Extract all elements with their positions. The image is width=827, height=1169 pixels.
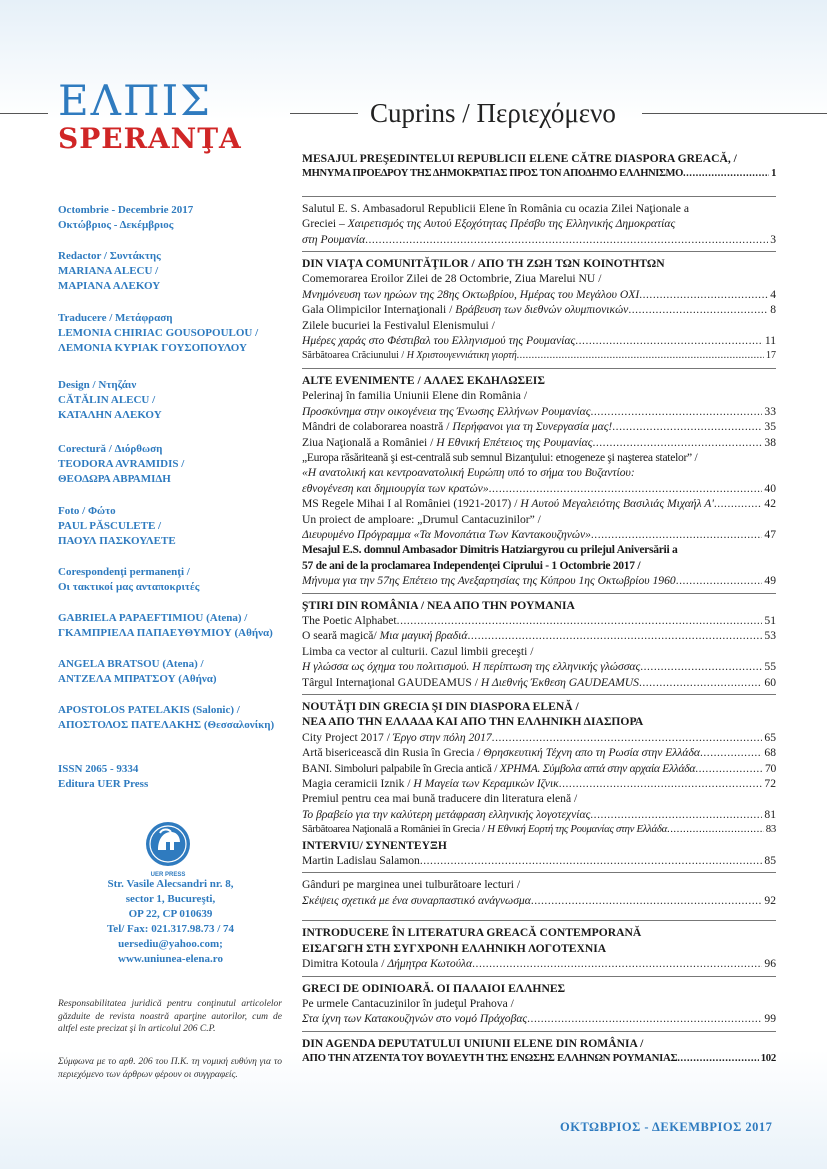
email-link[interactable]: uersediu@yahoo.com;	[118, 938, 223, 950]
website-link[interactable]: www.uniunea-elena.ro	[118, 953, 223, 965]
correspondent-2: ANGELA BRATSOU (Atena) / ΑΝΤΖΕΛΑ ΜΠΡΑΤΣΟΥ (Αθήνα)	[58, 658, 217, 685]
divider	[302, 196, 776, 197]
design-credit: Design / Ντηζάιν CĂTĂLIN ALECU / ΚΑΤΑΛΗΝ ΑΛΕΚΟΥ	[58, 379, 162, 421]
toc-section-heading: MESAJUL PREŞEDINTELUI REPUBLICII ELENE CĂTRE DIASPORA GREACĂ, /	[302, 152, 737, 165]
toc-entry[interactable]: City Project 2017 / Έργο στην πόλη 2017 ..... 65	[302, 730, 776, 745]
proofreading-credit: Corectură / Διόρθωση TEODORA AVRAMIDIS / ΘΕΟΔΩΡΑ ΑΒΡΑΜΙΔΗ	[58, 443, 185, 485]
footer-date: ΟΚΤΩΒΡΙΟΣ - ΔΕΚΕΜΒΡΙΟΣ 2017	[560, 1120, 773, 1134]
toc-entry[interactable]: στη Ρουμανία ..... 3	[302, 232, 776, 247]
helmet-emblem-icon	[144, 820, 192, 868]
divider	[302, 368, 776, 369]
toc-section-heading: ΕΙΣΑΓΩΓΗ ΣΤΗ ΣΥΓΧΡΟΝΗ ΕΛΛΗΝΙΚΗ ΛΟΓΟΤΕΧΝΙΑ	[302, 941, 607, 955]
divider	[302, 593, 776, 594]
toc-section-heading: INTERVIU/ ΣΥΝΕΝΤΕΥΞΗ	[302, 838, 447, 852]
correspondent-3: APOSTOLOS PATELAKIS (Salonic) / ΑΠΟΣΤΟΛΟΣ ΠΑΤΕΛΑΚΗΣ (Θεσσαλονίκη)	[58, 704, 275, 731]
toc-entry[interactable]: Η γλώσσα ως όχημα του πολιτισμού. Η περίπτωση της ελληνικής γλώσσας ..... 55	[302, 659, 776, 674]
toc-entry[interactable]: ΑΠΟ ΤΗΝ ΑΤΖΕΝΤΑ ΤΟΥ ΒΟΥΛΕΥΤΗ ΤΗΣ ΕΝΩΣΗΣ ΕΛΛΗΝΩΝ ΡΟΥΜΑΝΙΑΣ ..... 102	[302, 1051, 776, 1066]
address-block: Str. Vasile Alecsandri nr. 8, sector 1, Bucureşti, OP 22, CP 010639 Tel/ Fax: 021.317.98.73 / 74 uersediu@yahoo.com; www.uniunea-elena.ro	[58, 877, 283, 967]
editor-credit: Redactor / Συντάκτης MARIANA ALECU / ΜΑΡΙΑΝΑ ΑΛΕΚΟΥ	[58, 250, 161, 292]
table-of-contents: MESAJUL PREŞEDINTELUI REPUBLICII ELENE CĂTRE DIASPORA GREACĂ, / ΜΗΝΥΜΑ ΠΡΟΕΔΡΟΥ ΤΗΣ ΔΗΜΟΚΡΑΤΙΑΣ ΠΡΟΣ ΤΟΝ ΑΠΟΔΗΜΟ ΕΛΛΗΝΙΣΜΟ ..... 1 Salutul E. S. Ambasadorul Republicii Elene în România cu ocazia Zilei Naţionale a Greciei – Χαιρετισμός της Αυτού Εξοχότητας Πρέσβυ της Ελληνικής Δημοκρατίας στη Ρουμανία ..... 3 DIN VIAŢA COMUNITĂŢILOR / ΑΠΟ ΤΗ ΖΩΗ ΤΩΝ ΚΟΙΝΟΤΗΤΩΝ Comemorarea Eroilor Zilei de 28 Octombrie, Ziua Marelui NU / Μνημόνευση των ηρώων της 28ης Οκτωβρίου, Ημέρας του Μεγάλου ΟΧΙ ..... 4 Gala Olimpicilor Internaţionali / Βράβευση των διεθνών ολυμπιονικών ..... 8 Zilele bucuriei la Festivalul Elenismului / Ημέρες χαράς στο Φέστιβαλ του Ελληνισμού της Ρουμανίας ..... 11 Sărbătoarea Crăciunului / Η Χριστουγεννιάτικη γιορτή ..... 17 ALTE EVENIMENTE / ΑΛΛΕΣ ΕΚΔΗΛΩΣΕΙΣ Pelerinaj în familia Uniunii Elene din România / Προσκύνημα στην οικογένεια της Ένωσης Ελλήνων Ρουμανίας ..... 33 Mândri de colaborarea noastră / Περήφανοι για τη Συνεργασία μας! ..... 35 Ziua Naţională a României / Η Εθνική Επέτειος της Ρουμανίας ..... 38 „Europa răsăriteană şi est-centrală sub semnul Bizanţului: etnogeneze şi naşterea statelor” / «Η ανατολική και κεντροανατολική Ευρώπη υπό το σήμα του Βυζαντίου: εθνογένεση και δημιουργία των κρατών» ..... 40 MS Regele Mihai I al României (1921-2017) / Η Αυτού Μεγαλειότης Βασιλιάς Μιχαήλ Α' ..... 42 Un proiect de amploare: „Drumul Cantacuzinilor” / Διευρυμένο Πρόγραμμα «Τα Μονοπάτια Των Καντακουζηνών» ..... 47 Mesajul E.S. domnul Ambasador Dimitris Hatziargyrou cu prilejul Aniversării a 57 de ani de la proclamarea Independenţei Ciprului - 1 Octombrie 2017 / Μήνυμα για την 57ης Επέτειο της Ανεξαρτησίας της Κύπρου 1ης Οκτωβρίου 1960 ..... 49 ŞTIRI DIN ROMÂNIA / ΝΕΑ ΑΠΟ ΤΗΝ ΡΟΥΜΑΝΙΑ The Poetic Alphabet ..... 51 O seară magică/ Μια μαγική βραδιά ..... 53 Limba ca vector al culturii. Cazul limbii greceşti / Η γλώσσα ως όχημα του πολιτισμού. Η περίπτωση της ελληνικής γλώσσας ..... 55 Târgul Internaţional GAUDEAMUS / Η Διεθνής Έκθεση GAUDEAMUS ..... 60 NOUTĂŢI DIN GRECIA ŞI DIN DIASPORA ELENĂ / ΝΕΑ ΑΠΟ ΤΗΝ ΕΛΛΑΔΑ ΚΑΙ ΑΠΟ ΤΗΝ ΕΛΛΗΝΙΚΗ ΔΙΑΣΠΟΡΑ City Project 2017 / Έργο στην πόλη 2017 ..... 65 Artă bisericească din Rusia în Grecia / Θρησκευτική Τέχνη απο τη Ρωσία στην Ελλάδα ..... 68 BANI. Simboluri palpabile în Grecia antică / ΧΡΗΜΑ. Σύμβολα απτά στην αρχαία Ελλάδα ..... 70 Magia ceramicii Iznik / Η Μαγεία των Κεραμικών Ιζνικ ..... 72 Premiul pentru cea mai bună traducere din literatura elenă / Το βραβείο για την καλύτερη μετάφραση ελληνικής λογοτεχνίας ..... 81 Sărbătoarea Naţională a României în Grecia / Η Εθνική Εορτή της Ρουμανίας στην Ελλάδα ..... 83 INTERVIU/ ΣΥΝΕΝΤΕΥΞΗ Martin Ladislau Salamon ..... 85 Gânduri pe marginea unei tulburătoare lecturi / Σκέψεις σχετικά με ένα συναρπαστικό ανάγνωσμα ..... 92 INTRODUCERE ÎN LITERATURA GREACĂ CONTEMPORANĂ ΕΙΣΑΓΩΓΗ ΣΤΗ ΣΥΓΧΡΟΝΗ ΕΛΛΗΝΙΚΗ ΛΟΓΟΤΕΧΝΙΑ Dimitra Kotoula / Δήμητρα Κωτούλα ..... 96 GRECI DE ODINIOARĂ. ΟΙ ΠΑΛΑΙΟΙ ΕΛΛΗΝΕΣ Pe urmele Cantacuzinilor în judeţul Prahova / Στα ίχνη των Κατακουζηνών στο νομό Πράχοβας ..... 99 DIN AGENDA DEPUTATULUI UNIUNII ELENE DIN ROMÂNIA / ΑΠΟ ΤΗΝ ΑΤΖΕΝΤΑ ΤΟΥ ΒΟΥΛΕΥΤΗ ΤΗΣ ΕΝΩΣΗΣ ΕΛΛΗΝΩΝ ΡΟΥΜΑΝΙΑΣ ..... 102	[302, 151, 776, 1067]
toc-entry[interactable]: εθνογένεση και δημιουργία των κρατών» ..... 40	[302, 481, 776, 496]
divider	[302, 694, 776, 695]
toc-entry[interactable]: BANI. Simboluri palpabile în Grecia antică / ΧΡΗΜΑ. Σύμβολα απτά στην αρχαία Ελλάδα ..... 70	[302, 761, 776, 776]
toc-entry-line: Salutul E. S. Ambasadorul Republicii Elene în România cu ocazia Zilei Naţionale a	[302, 201, 689, 215]
toc-section-heading: DIN VIAŢA COMUNITĂŢILOR / ΑΠΟ ΤΗ ΖΩΗ ΤΩΝ ΚΟΙΝΟΤΗΤΩΝ	[302, 257, 665, 271]
toc-section-heading: ΝΕΑ ΑΠΟ ΤΗΝ ΕΛΛΑΔΑ ΚΑΙ ΑΠΟ ΤΗΝ ΕΛΛΗΝΙΚΗ ΔΙΑΣΠΟΡΑ	[302, 715, 644, 729]
divider	[302, 872, 776, 873]
toc-entry[interactable]: MS Regele Mihai I al României (1921-2017) / Η Αυτού Μεγαλειότης Βασιλιάς Μιχαήλ Α' ..... 42	[302, 496, 776, 511]
toc-entry[interactable]: Μήνυμα για την 57ης Επέτειο της Ανεξαρτησίας της Κύπρου 1ης Οκτωβρίου 1960 ..... 49	[302, 573, 776, 588]
divider	[302, 1031, 776, 1032]
toc-section-heading: NOUTĂŢI DIN GRECIA ŞI DIN DIASPORA ELENĂ /	[302, 700, 579, 713]
toc-entry[interactable]: Magia ceramicii Iznik / Η Μαγεία των Κεραμικών Ιζνικ ..... 72	[302, 776, 776, 791]
toc-entry[interactable]: Martin Ladislau Salamon ..... 85	[302, 853, 776, 868]
toc-entry-line: Greciei – Χαιρετισμός της Αυτού Εξοχότητας Πρέσβυ της Ελληνικής Δημοκρατίας	[302, 217, 676, 231]
toc-section-heading: DIN AGENDA DEPUTATULUI UNIUNII ELENE DIN ROMÂNIA /	[302, 1036, 644, 1050]
toc-entry[interactable]: Dimitra Kotoula / Δήμητρα Κωτούλα ..... 96	[302, 956, 776, 971]
header-rule-left	[0, 113, 48, 114]
toc-section-heading: INTRODUCERE ÎN LITERATURA GREACĂ CONTEMPORANĂ	[302, 926, 642, 940]
header-rule-right	[642, 113, 827, 114]
divider	[302, 251, 776, 252]
divider	[302, 920, 776, 921]
toc-section-heading: GRECI DE ODINIOARĂ. ΟΙ ΠΑΛΑΙΟΙ ΕΛΛΗΝΕΣ	[302, 981, 566, 995]
masthead-greek-title: ΕΛΠΙΣ	[58, 76, 212, 125]
toc-section-heading: ŞTIRI DIN ROMÂNIA / ΝΕΑ ΑΠΟ ΤΗΝ ΡΟΥΜΑΝΙΑ	[302, 598, 575, 612]
masthead-romanian-title: SPERANŢA	[58, 122, 242, 155]
toc-entry[interactable]: Μνημόνευση των ηρώων της 28ης Οκτωβρίου, Ημέρας του Μεγάλου ΟΧΙ ..... 4	[302, 287, 776, 302]
photo-credit: Foto / Φώτο PAUL PĂSCULETE / ΠΑΟΥΛ ΠΑΣΚΟΥΛΕΤΕ	[58, 505, 176, 547]
toc-entry[interactable]: Mândri de colaborarea noastră / Περήφανοι για τη Συνεργασία μας! ..... 35	[302, 419, 776, 434]
toc-entry[interactable]: Προσκύνημα στην οικογένεια της Ένωσης Ελλήνων Ρουμανίας ..... 33	[302, 404, 776, 419]
toc-entry[interactable]: Το βραβείο για την καλύτερη μετάφραση ελληνικής λογοτεχνίας ..... 81	[302, 807, 776, 822]
contents-title: Cuprins / Περιεχόμενο	[370, 98, 616, 128]
toc-entry[interactable]: O seară magică/ Μια μαγική βραδιά ..... 53	[302, 628, 776, 643]
logo-caption: UER PRESS	[150, 872, 186, 878]
toc-entry[interactable]: ΜΗΝΥΜΑ ΠΡΟΕΔΡΟΥ ΤΗΣ ΔΗΜΟΚΡΑΤΙΑΣ ΠΡΟΣ ΤΟΝ ΑΠΟΔΗΜΟ ΕΛΛΗΝΙΣΜΟ ..... 1	[302, 166, 776, 181]
disclaimer-romanian: Responsabilitatea juridică pentru conţinutul articolelor găzduite de revista noastră aparţine autorilor, cum de altfel este precizat şi în articolul 206 C.P.	[58, 999, 282, 1034]
toc-entry[interactable]: Artă bisericească din Rusia în Grecia / Θρησκευτική Τέχνη απο τη Ρωσία στην Ελλάδα ..... 68	[302, 745, 776, 760]
toc-entry[interactable]: The Poetic Alphabet ..... 51	[302, 613, 776, 628]
header-rule-middle	[290, 113, 358, 114]
toc-entry[interactable]: Διευρυμένο Πρόγραμμα «Τα Μονοπάτια Των Καντακουζηνών» ..... 47	[302, 527, 776, 542]
toc-entry[interactable]: Sărbătoarea Crăciunului / Η Χριστουγεννιάτικη γιορτή ..... 17	[302, 348, 776, 363]
issue-date: Octombrie - Decembrie 2017 Οκτώβριος - Δεκέμβριος	[58, 204, 194, 231]
toc-entry[interactable]: Στα ίχνη των Κατακουζηνών στο νομό Πράχοβας ..... 99	[302, 1011, 776, 1026]
uer-press-logo	[133, 820, 203, 878]
divider	[302, 976, 776, 977]
toc-entry[interactable]: Ημέρες χαράς στο Φέστιβαλ του Ελληνισμού της Ρουμανίας ..... 11	[302, 333, 776, 348]
toc-section-heading: ALTE EVENIMENTE / ΑΛΛΕΣ ΕΚΔΗΛΩΣΕΙΣ	[302, 373, 545, 387]
toc-entry[interactable]: Ziua Naţională a României / Η Εθνική Επέτειος της Ρουμανίας ..... 38	[302, 435, 776, 450]
toc-entry[interactable]: Σκέψεις σχετικά με ένα συναρπαστικό ανάγνωσμα ..... 92	[302, 893, 776, 908]
correspondents-label: Corespondenţi permanenţi / Οι τακτικοί μας ανταποκριτές	[58, 566, 200, 593]
toc-entry[interactable]: Târgul Internaţional GAUDEAMUS / Η Διεθνής Έκθεση GAUDEAMUS ..... 60	[302, 675, 776, 690]
toc-entry[interactable]: Sărbătoarea Naţională a României în Grecia / Η Εθνική Εορτή της Ρουμανίας στην Ελλάδα ..... 83	[302, 822, 776, 837]
translation-credit: Traducere / Μετάφραση LEMONIA CHIRIAC GOUSOPOULOU / ΛΕΜΟΝΙΑ ΚΥΡΙΑΚ ΓΟΥΣΟΠΟΥΛΟΥ	[58, 312, 259, 354]
correspondent-1: GABRIELA PAPAEFTIMIOU (Atena) / ΓΚΑΜΠΡΙΕΛΑ ΠΑΠΑΕΥΘΥΜΙΟΥ (Αθήνα)	[58, 612, 273, 639]
toc-entry[interactable]: Gala Olimpicilor Internaţionali / Βράβευση των διεθνών ολυμπιονικών ..... 8	[302, 302, 776, 317]
issn-block: ISSN 2065 - 9334 Editura UER Press	[58, 763, 149, 790]
masthead	[58, 76, 242, 155]
disclaimer-greek: Σύμφωνα με το αρθ. 206 του Π.Κ. τη νομική ευθύνη για το περιεχόμενο των άρθρων φέρουν οι συγγραφείς.	[58, 1057, 282, 1080]
